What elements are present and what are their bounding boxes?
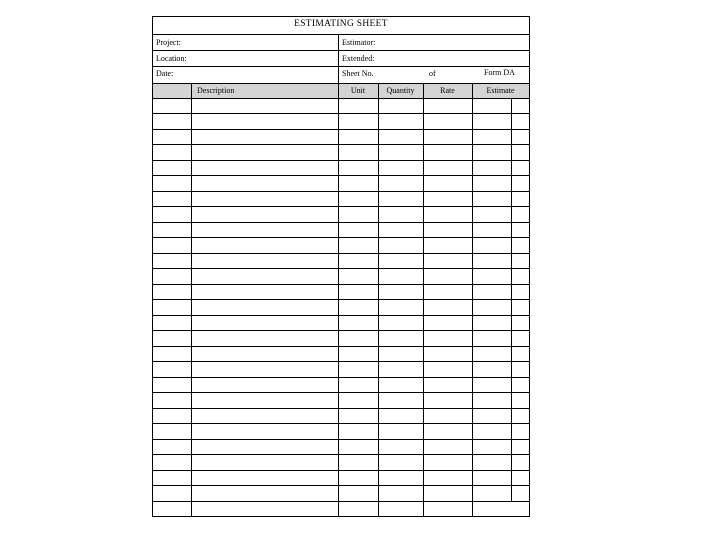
estimator-label: Estimator: [342, 38, 376, 47]
column-header-rate: Rate [440, 86, 455, 95]
column-header-estimate: Estimate [486, 86, 515, 95]
table-column-rule [423, 83, 424, 516]
estimating-sheet-form [152, 16, 530, 517]
table-column-rule [472, 83, 473, 516]
form-label: Form DA [484, 68, 515, 77]
column-header-quantity: Quantity [386, 86, 415, 95]
title-rule [153, 34, 529, 35]
table-column-rule [191, 83, 192, 516]
table-column-rule [511, 98, 512, 501]
of-label: of [429, 69, 436, 78]
table-column-rule [338, 83, 339, 516]
field-divider [338, 34, 339, 83]
project-label: Project: [156, 38, 181, 47]
table-column-rule [378, 83, 379, 516]
sheet-title: ESTIMATING SHEET [294, 19, 388, 29]
field-rule [153, 50, 529, 51]
location-label: Location: [156, 54, 187, 63]
column-header-unit: Unit [350, 86, 366, 95]
sheet-no-label: Sheet No. [342, 69, 374, 78]
date-label: Date: [156, 69, 174, 78]
extended-label: Extended: [342, 54, 375, 63]
column-header-description: Description [197, 86, 235, 95]
field-rule [153, 66, 529, 67]
